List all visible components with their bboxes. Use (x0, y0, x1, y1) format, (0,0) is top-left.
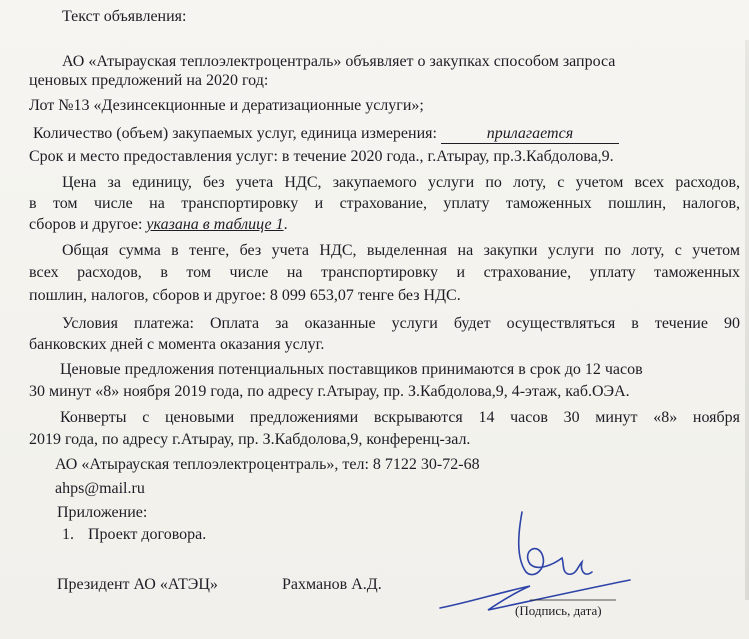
price-line-2: в том числе на транспортировку и страхование, уплату таможенных пошлин, налогов, (29, 195, 740, 212)
total-line-3: пошлин, налогов, сборов и другое: 8 099 653,07 тенге без НДС. (29, 287, 461, 304)
quantity-label: Количество (объем) закупаемых услуг, единица измерения: (33, 125, 437, 142)
quantity-value-field (441, 125, 619, 144)
envelopes-line-1: Конверты с ценовыми предложениями вскрываются 14 часов 30 минут «8» ноября (60, 409, 740, 426)
signatory-position: Президент АО «АТЭЦ» (57, 576, 218, 593)
signatory-name: Рахманов А.Д. (282, 576, 382, 593)
scan-edge (745, 40, 749, 600)
appendix-item (62, 526, 206, 544)
offers-line-2: 30 минут «8» ноября 2019 года, по адресу г.Атырау, пр. З.Кабдолова,9, 4-этаж, каб.ОЭА. (29, 383, 630, 400)
signature-caption: (Подпись, дата) (515, 603, 602, 618)
heading: Текст объявления: (62, 8, 187, 25)
price-line-3-value: указана в таблице 1 (146, 216, 284, 233)
payment-line-2: банковских дней с момента оказания услуг. (29, 336, 325, 353)
contact-email: ahps@mail.ru (55, 480, 145, 497)
price-line-1: Цена за единицу, без учета НДС, закупаемого услуги по лоту, с учетом всех расходов, (62, 174, 740, 191)
price-line-3 (29, 216, 288, 234)
offers-line-1: Ценовые предложения потенциальных поставщиков принимаются в срок до 12 часов (60, 361, 643, 378)
total-line-1: Общая сумма в тенге, без учета НДС, выделенная на закупки услуги по лоту, с учетом (62, 242, 740, 259)
total-line-2: всех расходов, в том числе на транспортировку и страхование, уплату таможенных (29, 264, 740, 281)
handwritten-signature (430, 506, 640, 616)
price-line-3-suffix: . (283, 216, 288, 233)
appendix-title: Приложение: (57, 504, 148, 521)
intro-line-2: ценовых предложений на 2020 год: (29, 72, 269, 89)
term-line: Срок и место предоставления услуг: в течение 2020 года., г.Атырау, пр.З.Кабдолова,9. (29, 148, 614, 165)
price-line-3-prefix: сборов и другое: (29, 216, 143, 233)
quantity-value: прилагается (486, 125, 574, 142)
quantity-line (33, 125, 619, 144)
appendix-item-text: Проект договора. (88, 526, 207, 543)
appendix-item-number: 1. (62, 526, 74, 543)
intro-line-1: АО «Атырауская теплоэлектроцентраль» объявляет о закупках способом запроса (62, 53, 616, 70)
payment-line-1: Условия платежа: Оплата за оказанные услуги будет осуществляться в течение 90 (62, 315, 740, 332)
lot-line: Лот №13 «Дезинсекционные и дератизационные услуги»; (29, 97, 424, 114)
envelopes-line-2: 2019 года, по адресу г.Атырау, пр. З.Кабдолова,9, конференц-зал. (29, 431, 471, 448)
contact-org: АО «Атырауская теплоэлектроцентраль», тел: 8 7122 30-72-68 (55, 456, 480, 473)
